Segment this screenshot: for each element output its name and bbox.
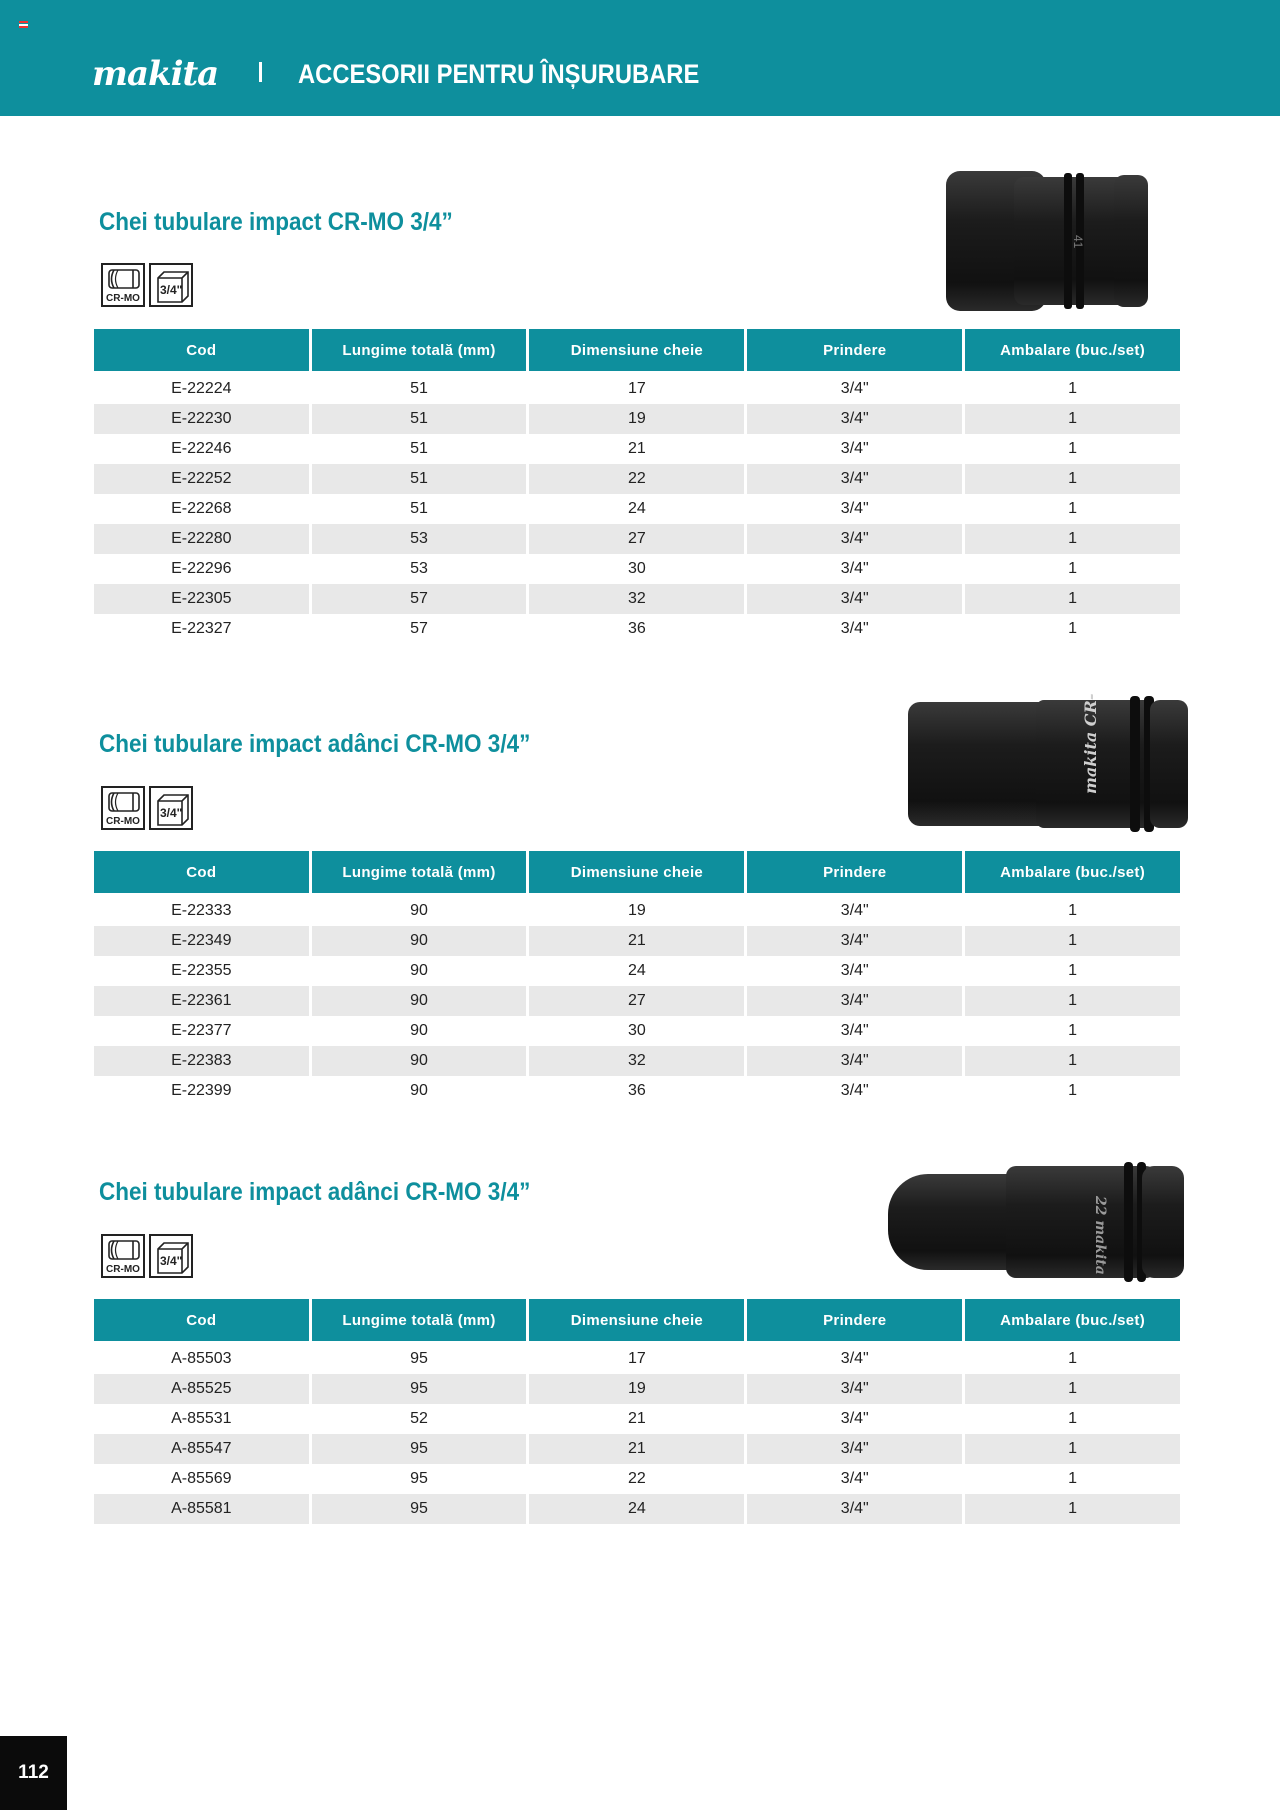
column-header: Dimensiune cheie [529,1299,744,1341]
table-cell: 3/4" [747,1434,962,1464]
table-cell: 3/4" [840,1022,869,1039]
table-row [94,1341,1180,1374]
table-cell: 3/4" [747,986,962,1016]
table-row [94,1494,1180,1524]
table-cell: E-22268 [171,500,232,517]
table-cell: 1 [1068,1410,1078,1427]
table-header-row [94,1299,1180,1341]
table-cell: 1 [965,1374,1180,1404]
table-cell: 21 [529,926,744,956]
table-cell: 27 [529,524,744,554]
table-row [94,494,1180,524]
table-cell: 1 [1068,440,1078,457]
table-cell: 3/4" [840,500,869,517]
table-cell: 21 [529,1434,744,1464]
table-cell: 3/4" [747,524,962,554]
table-header-row [94,329,1180,371]
column-header: Dimensiune cheie [529,851,744,893]
column-header: Lungime totală (mm) [312,851,527,893]
table-header-row [94,851,1180,893]
table-cell: 90 [312,1046,527,1076]
table-cell: 1 [965,1434,1180,1464]
table-cell: E-22355 [171,962,232,979]
column-header: Ambalare (buc./set) [965,851,1180,893]
table-cell: E-22280 [94,524,309,554]
table-cell: 19 [529,404,744,434]
header-title: ACCESORII PENTRU ÎNȘURUBARE [298,59,700,89]
column-header: Cod [94,329,309,371]
impact-socket-image [944,169,1150,319]
column-header: Dimensiune cheie [529,329,744,371]
product-marking: 41 [1071,235,1085,249]
table-cell: 3/4" [840,440,869,457]
table-row [94,1076,1180,1106]
spec-badges [101,263,193,307]
table-cell: 36 [627,1082,646,1099]
makita-logo: makita [92,54,219,94]
table-cell: 1 [1068,1350,1078,1367]
table-cell: 90 [312,926,527,956]
table-cell: E-22252 [94,464,309,494]
column-header: Prindere [747,329,962,371]
table-row [94,926,1180,956]
table-cell: 90 [410,1082,428,1099]
table-cell: 17 [627,380,646,397]
romania-flag-icon [19,21,28,28]
table-cell: A-85581 [94,1494,309,1524]
column-header: Cod [94,851,309,893]
table-cell: E-22377 [171,1022,232,1039]
table-cell: 51 [410,380,428,397]
table-cell: 32 [529,1046,744,1076]
table-cell: 1 [965,1046,1180,1076]
product-table [91,851,1183,1106]
table-cell: 3/4" [840,620,869,637]
table-cell: E-22296 [171,560,232,577]
table-cell: A-85569 [171,1470,232,1487]
table-row [94,1046,1180,1076]
table-cell: A-85503 [171,1350,232,1367]
badge-material-label: CR-MO [106,816,140,827]
table-row [94,584,1180,614]
table-row [94,554,1180,584]
table-row [94,464,1180,494]
table-cell: 3/4" [747,1046,962,1076]
header-separator [259,62,262,82]
table-cell: 1 [1068,1082,1078,1099]
badge-drive-label: 3/4" [160,283,183,297]
table-cell: E-22383 [94,1046,309,1076]
table-cell: 3/4" [840,1470,869,1487]
table-row [94,404,1180,434]
table-cell: 24 [627,962,646,979]
table-cell: E-22399 [171,1082,232,1099]
table-row [94,371,1180,404]
product-marking: makita CR-MO [1081,694,1100,794]
table-cell: E-22349 [94,926,309,956]
table-cell: 17 [627,1350,646,1367]
drive-size-icon [149,263,193,307]
table-cell: 57 [312,584,527,614]
table-cell: 21 [627,440,646,457]
table-cell: 3/4" [747,1494,962,1524]
table-row [94,524,1180,554]
badge-material-label: CR-MO [106,293,140,304]
table-cell: 1 [1068,620,1078,637]
table-cell: 51 [410,500,428,517]
table-cell: 1 [965,584,1180,614]
table-cell: 1 [965,524,1180,554]
table-cell: 19 [529,1374,744,1404]
table-cell: 22 [627,1470,646,1487]
table-cell: 30 [627,1022,646,1039]
drive-size-icon [149,786,193,830]
table-cell: 3/4" [747,926,962,956]
table-cell: 36 [627,620,646,637]
table-cell: 1 [1068,380,1078,397]
table-cell: 22 [529,464,744,494]
column-header: Lungime totală (mm) [312,329,527,371]
table-cell: 1 [1068,1470,1078,1487]
table-cell: 32 [529,584,744,614]
table-row [94,1434,1180,1464]
table-cell: 90 [410,962,428,979]
table-cell: 3/4" [840,962,869,979]
table-cell: E-22333 [171,902,232,919]
table-row [94,893,1180,926]
table-cell: 3/4" [840,1410,869,1427]
table-cell: 3/4" [840,1350,869,1367]
table-cell: 1 [965,464,1180,494]
section-title: Chei tubulare impact adânci CR-MO 3/4” [99,730,531,758]
table-cell: E-22305 [94,584,309,614]
section-title: Chei tubulare impact adânci CR-MO 3/4” [99,1178,531,1206]
table-cell: 30 [627,560,646,577]
table-cell: 90 [410,1022,428,1039]
cr-mo-socket-icon [101,1234,145,1278]
table-row [94,1404,1180,1434]
table-cell: E-22224 [171,380,232,397]
table-row [94,434,1180,464]
table-cell: 3/4" [840,380,869,397]
spec-badges [101,786,193,830]
table-cell: 90 [312,986,527,1016]
product-table [91,329,1183,644]
table-cell: 3/4" [747,584,962,614]
table-cell: E-22230 [94,404,309,434]
drive-size-icon [149,1234,193,1278]
table-cell: E-22361 [94,986,309,1016]
badge-material-label: CR-MO [106,1264,140,1275]
table-cell: 53 [410,560,428,577]
table-cell: 24 [627,500,646,517]
table-cell: A-85525 [94,1374,309,1404]
table-cell: 3/4" [840,902,869,919]
table-cell: 1 [1068,902,1078,919]
table-row [94,986,1180,1016]
deep-impact-socket-image [906,694,1190,839]
table-cell: 1 [1068,500,1078,517]
long-impact-socket-image [886,1160,1186,1289]
column-header: Cod [94,1299,309,1341]
table-cell: A-85547 [94,1434,309,1464]
spec-badges [101,1234,193,1278]
column-header: Prindere [747,1299,962,1341]
table-cell: 57 [410,620,428,637]
table-cell: 90 [410,902,428,919]
table-cell: 95 [312,1374,527,1404]
table-cell: 27 [529,986,744,1016]
table-cell: 95 [312,1494,527,1524]
table-cell: 1 [1068,1022,1078,1039]
table-cell: 1 [1068,560,1078,577]
table-cell: 53 [312,524,527,554]
cr-mo-socket-icon [101,263,145,307]
table-cell: A-85531 [171,1410,232,1427]
table-cell: 51 [410,440,428,457]
table-cell: 51 [312,404,527,434]
table-cell: 95 [410,1350,428,1367]
column-header: Ambalare (buc./set) [965,329,1180,371]
table-row [94,1016,1180,1046]
table-cell: 24 [529,1494,744,1524]
table-cell: 3/4" [840,1082,869,1099]
table-cell: 19 [627,902,646,919]
table-cell: 1 [965,404,1180,434]
table-cell: 95 [312,1434,527,1464]
badge-drive-label: 3/4" [160,1254,183,1268]
column-header: Ambalare (buc./set) [965,1299,1180,1341]
table-cell: 51 [312,464,527,494]
table-cell: E-22327 [171,620,232,637]
table-cell: 3/4" [840,560,869,577]
table-cell: 3/4" [747,404,962,434]
table-cell: E-22246 [171,440,232,457]
page-header [0,0,1280,116]
table-cell: 3/4" [747,1374,962,1404]
cr-mo-socket-icon [101,786,145,830]
table-row [94,614,1180,644]
table-row [94,956,1180,986]
section-title: Chei tubulare impact CR-MO 3/4” [99,208,453,236]
table-cell: 3/4" [747,464,962,494]
table-row [94,1464,1180,1494]
table-cell: 1 [965,926,1180,956]
column-header: Lungime totală (mm) [312,1299,527,1341]
product-marking: 22 makita [1092,1196,1108,1275]
table-cell: 95 [410,1470,428,1487]
page-number: 112 [0,1736,67,1810]
table-cell: 1 [965,1494,1180,1524]
table-cell: 1 [965,986,1180,1016]
table-cell: 52 [410,1410,428,1427]
product-table [91,1299,1183,1524]
badge-drive-label: 3/4" [160,806,183,820]
table-row [94,1374,1180,1404]
table-cell: 21 [627,1410,646,1427]
table-cell: 1 [1068,962,1078,979]
column-header: Prindere [747,851,962,893]
